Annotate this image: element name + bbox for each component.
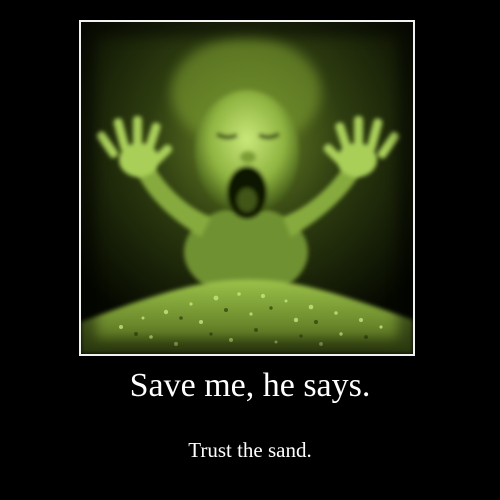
- poster-headline: Save me, he says.: [129, 367, 371, 404]
- poster-image-frame: [79, 20, 415, 356]
- poster-tagline: Trust the sand.: [188, 438, 312, 462]
- screaming-baby-image: [81, 22, 413, 354]
